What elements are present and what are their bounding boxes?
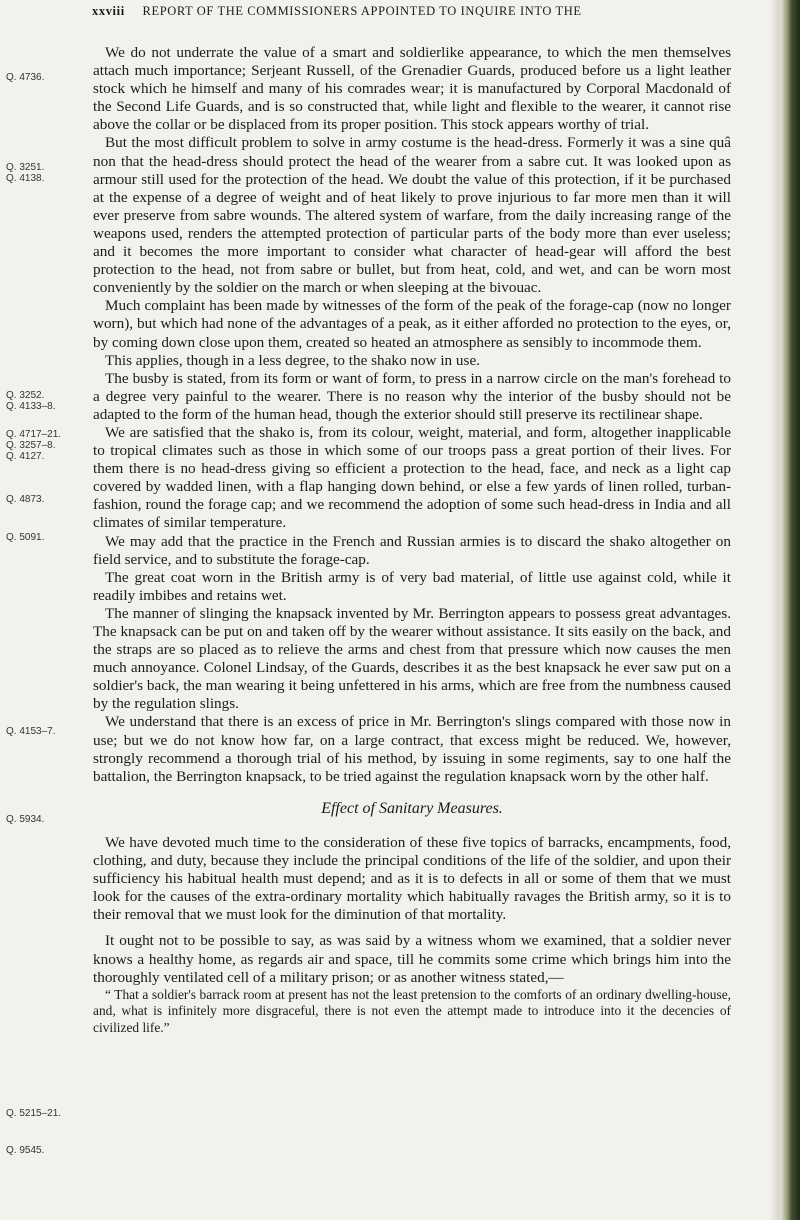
paragraph: We understand that there is an excess of price in Mr. Berrington's slings compared with those now in use; but we do not know how far, on a large contract, that excess might be reduced. We, however, strongly recommend a thorough trial of his method, by issuing in some regiments, say to one half the battalion, the Berrington knapsack, to be tried against the regulation knapsack worn by the other half. xyxy=(93,713,731,785)
margin-ref: Q. 3251. Q. 4138. xyxy=(6,162,45,184)
margin-ref: Q. 4717–21. Q. 3257–8. Q. 4127. xyxy=(6,429,62,462)
body-text xyxy=(93,44,731,1036)
paragraph: The manner of slinging the knapsack invented by Mr. Berrington appears to possess great advantages. The knapsack can be put on and taken off by the wearer without assistance. It sits easily on the back, and the straps are so placed as to relieve the arms and chest from that pressure which now causes the men much annoyance. Colonel Lindsay, of the Guards, describes it as the best knapsack he ever saw put on a soldier's back, the man wearing it being unfettered in his arms, which are free from the numbness caused by the regulation slings. xyxy=(93,604,731,713)
section-heading: Effect of Sanitary Measures. xyxy=(321,799,503,817)
paragraph: This applies, though in a less degree, to the shako now in use. xyxy=(105,351,480,369)
paragraph: The busby is stated, from its form or want of form, to press in a narrow circle on the man's forehead to a degree very painful to the wearer. There is no reason why the interior of the busby should not be adapted to the form of the human head, though the exterior should still preserve its rectilinear shape. xyxy=(93,369,731,423)
paragraph: But the most difficult problem to solve in army costume is the head-dress. Formerly it was a sine quâ non that the head-dress should protect the head of the wearer from a sabre cut. It was looked upon as armour still used for the protection of the head. We doubt the value of this protection, if it be purchased at the expense of a degree of weight and of heat likely to prove injurious to far more men than it will ever preserve from sabre wounds. The altered system of warfare, from the daily increasing range of the weapons used, renders the attempted protection of particular parts of the body more than ever useless; and it becomes the more important to consider what character of head-gear will afford the best protection to the head, not from sabre or bullet, but from heat, cold, and wet, and can be worn most conveniently by the soldier on the march or when sleeping at the bivouac. xyxy=(93,134,731,297)
margin-references xyxy=(0,0,90,1220)
running-title: REPORT OF THE COMMISSIONERS APPOINTED TO INQUIRE INTO THE xyxy=(142,4,582,18)
block-quote: “ That a soldier's barrack room at present has not the least pretension to the comforts of an ordinary dwelling-house, and, what is infinitely more disgraceful, there is not even the attempt made to introduce into it the decencies of civilized life.” xyxy=(93,986,731,1035)
page-edge-shadow xyxy=(770,0,780,1220)
margin-ref: Q. 4736. xyxy=(6,72,45,83)
paragraph: Much complaint has been made by witnesses of the form of the peak of the forage-cap (now no longer worn), but which had none of the advantages of a peak, as it either afforded no protection to the eyes, or, by coming down close upon them, created so heated an atmosphere as sensibly to incommode them. xyxy=(93,297,731,351)
paragraph: We may add that the practice in the French and Russian armies is to discard the shako altogether on field service, and to substitute the forage-cap. xyxy=(93,532,731,568)
paragraph: We are satisfied that the shako is, from its colour, weight, material, and form, altogether inapplicable to tropical climates such as those in which some of our troops pass a great portion of their lives. For them there is no head-dress giving so efficient a protection to the head, face, and neck as a light cap covered by wadded linen, with a flap hanging down behind, or else a few yards of linen rolled, turban-fashion, round the forage cap; and we recommend the adoption of some such head-dress in India and all climates of similar temperature. xyxy=(93,423,731,532)
margin-ref: Q. 4153–7. xyxy=(6,726,56,737)
margin-ref: Q. 5091. xyxy=(6,532,45,543)
paragraph: We have devoted much time to the consideration of these five topics of barracks, encampments, food, clothing, and duty, because they include the principal conditions of the life of the soldier, and upon their sufficiency his habitual health must depend; and as it is to defects in all or some of them that we must look for the causes of the extra-ordinary mortality which habitually ravages the British army, so it is to their removal that we must look for the diminution of that mortality. xyxy=(93,833,731,924)
paragraph: The great coat worn in the British army is of very bad material, of little use against cold, while it readily imbibes and retains wet. xyxy=(93,568,731,604)
margin-ref: Q. 4873. xyxy=(6,494,45,505)
paragraph: It ought not to be possible to say, as was said by a witness whom we examined, that a soldier never knows a healthy home, as regards air and space, till he commits some crime which brings him into the thoroughly ventilated cell of a military prison; or as another witness stated,— xyxy=(93,932,731,986)
running-header xyxy=(92,4,732,22)
margin-ref: Q. 3252. Q. 4133–8. xyxy=(6,390,56,412)
page-number: xxviii xyxy=(92,4,125,18)
paragraph: We do not underrate the value of a smart and soldierlike appearance, to which the men themselves attach much importance; Serjeant Russell, of the Grenadier Guards, produced before us a light leather stock which he himself and many of his comrades wear; it is manufactured by Corporal Macdonald of the Second Life Guards, and is so constructed that, while light and flexible to the wearer, it cannot rise above the collar or be displaced from its proper position. This stock appears worthy of trial. xyxy=(93,44,731,134)
margin-ref: Q. 5215–21. xyxy=(6,1108,62,1119)
margin-ref: Q. 9545. xyxy=(6,1145,45,1156)
margin-ref: Q. 5934. xyxy=(6,814,45,825)
book-edge xyxy=(780,0,800,1220)
